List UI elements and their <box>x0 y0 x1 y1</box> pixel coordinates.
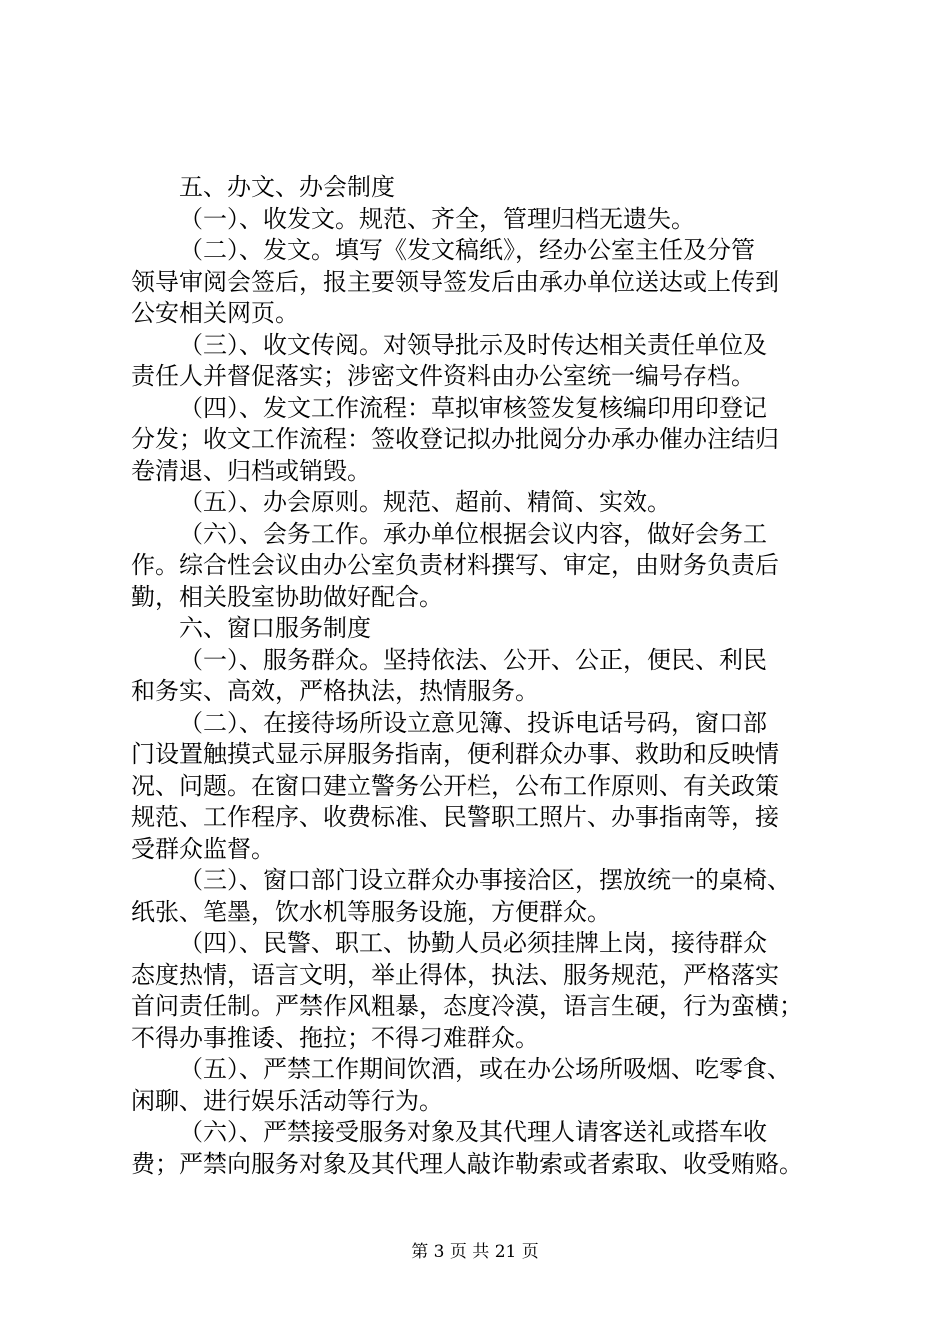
paragraph-line: （三）、窗口部门设立群众办事接洽区，摆放统一的桌椅、 <box>179 866 791 894</box>
paragraph-line: （六）、会务工作。承办单位根据会议内容，做好会务工 <box>179 519 767 548</box>
paragraph-line: 和务实、高效，严格执法，热情服务。 <box>131 677 539 705</box>
paragraph-line: 分发；收文工作流程：签收登记拟办批阅分办承办催办注结归 <box>131 425 779 453</box>
paragraph-line: 规范、工作程序、收费标准、民警职工照片、办事指南等，接 <box>131 803 779 831</box>
section-heading: 六、窗口服务制度 <box>179 614 371 642</box>
document-body <box>131 172 841 1180</box>
paragraph-line: 费；严禁向服务对象及其代理人敲诈勒索或者索取、收受贿赂。 <box>131 1149 803 1178</box>
paragraph-line: 纸张、笔墨，饮水机等服务设施，方便群众。 <box>131 897 611 926</box>
paragraph-line: （一）、服务群众。坚持依法、公开、公正，便民、利民 <box>179 645 767 674</box>
paragraph-line: 况、问题。在窗口建立警务公开栏，公布工作原则、有关政策 <box>131 771 779 800</box>
section-heading: 五、办文、办会制度 <box>179 173 395 201</box>
paragraph-line: 受群众监督。 <box>131 834 275 863</box>
paragraph-line: 不得办事推诿、拖拉；不得刁难群众。 <box>131 1023 539 1052</box>
paragraph-line: 卷清退、归档或销毁。 <box>131 456 371 485</box>
paragraph-line: 作。综合性会议由办公室负责材料撰写、审定，由财务负责后 <box>131 551 779 579</box>
paragraph-line: 领导审阅会签后，报主要领导签发后由承办单位送达或上传到 <box>131 267 779 296</box>
paragraph-line: （四）、民警、职工、协勤人员必须挂牌上岗，接待群众 <box>179 929 767 957</box>
page-number-footer: 第 3 页 共 21 页 <box>411 1242 539 1262</box>
paragraph-line: （四）、发文工作流程：草拟审核签发复核编印用印登记 <box>179 393 767 422</box>
paragraph-line: 首问责任制。严禁作风粗暴，态度冷漠，语言生硬，行为蛮横； <box>131 992 803 1020</box>
paragraph-line: （五）、办会原则。规范、超前、精简、实效。 <box>179 488 671 516</box>
paragraph-line: （三）、收文传阅。对领导批示及时传达相关责任单位及 <box>179 330 767 359</box>
paragraph-line: 闲聊、进行娱乐活动等行为。 <box>131 1086 443 1115</box>
paragraph-line: 勤，相关股室协助做好配合。 <box>131 582 443 611</box>
paragraph-line: （五）、严禁工作期间饮酒，或在办公场所吸烟、吃零食、 <box>179 1055 791 1083</box>
paragraph-line: 门设置触摸式显示屏服务指南，便利群众办事、救助和反映情 <box>131 740 779 768</box>
paragraph-line: （一）、收发文。规范、齐全，管理归档无遗失。 <box>179 204 695 233</box>
paragraph-line: （六）、严禁接受服务对象及其代理人请客送礼或搭车收 <box>179 1118 767 1146</box>
paragraph-line: 公安相关网页。 <box>131 299 299 327</box>
paragraph-line: （二）、在接待场所设立意见簿、投诉电话号码，窗口部 <box>179 708 767 737</box>
paragraph-line: 态度热情，语言文明，举止得体，执法、服务规范，严格落实 <box>131 960 779 989</box>
paragraph-line: （二）、发文。填写《发文稿纸》，经办公室主任及分管 <box>179 236 755 264</box>
paragraph-line: 责任人并督促落实；涉密文件资料由办公室统一编号存档。 <box>131 362 755 390</box>
